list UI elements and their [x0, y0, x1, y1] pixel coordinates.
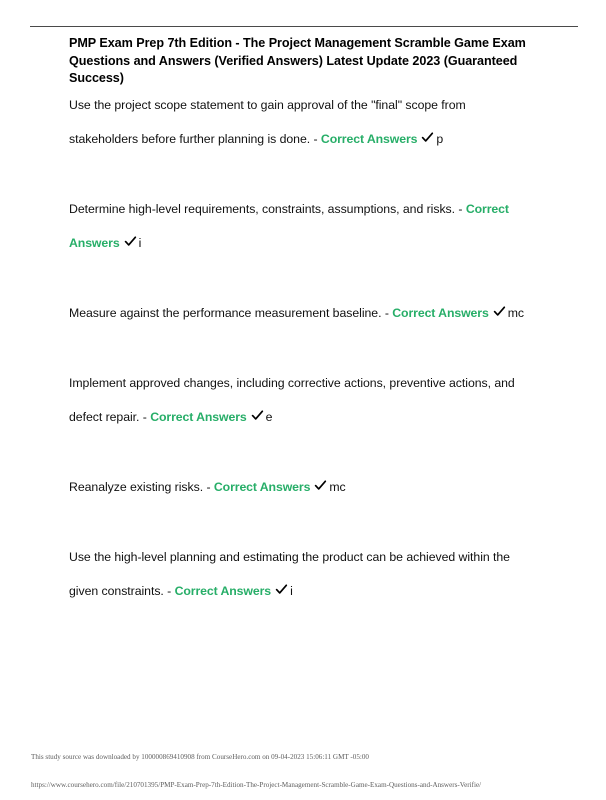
question-answer-separator: -: [458, 201, 463, 216]
correct-answers-label: Correct Answers: [320, 131, 418, 146]
answer-value: p: [436, 131, 444, 146]
check-icon: [493, 305, 506, 318]
question-answer-separator: -: [142, 409, 147, 424]
answer-value: mc: [329, 479, 346, 494]
correct-answers-label: Correct Answers: [174, 583, 272, 598]
qa-block: [69, 470, 535, 504]
answer-value: e: [265, 409, 273, 424]
question-text: Use the high-level planning and estimating the product can be achieved within the given constraints.: [69, 549, 510, 598]
qa-block: [69, 192, 535, 260]
check-icon: [124, 235, 137, 248]
answer-value: i: [290, 583, 293, 598]
question-text: Reanalyze existing risks.: [69, 479, 204, 494]
qa-block: [69, 88, 535, 156]
qa-block: [69, 296, 535, 330]
qa-list: [69, 88, 535, 608]
qa-block: [69, 540, 535, 608]
answer-value: mc: [507, 305, 525, 320]
question-text: Implement approved changes, including corrective actions, preventive actions, and defect repair.: [69, 375, 515, 424]
question-answer-separator: -: [206, 479, 211, 494]
correct-answers-label: Correct Answers: [213, 479, 311, 494]
correct-answers-label: Correct Answers: [392, 305, 489, 320]
question-text: Use the project scope statement to gain approval of the "final" scope from stakeholders before further planning is done.: [69, 97, 466, 146]
correct-answers-label: Correct Answers: [150, 409, 247, 424]
check-icon: [251, 409, 264, 422]
question-text: Determine high-level requirements, constraints, assumptions, and risks.: [69, 201, 456, 216]
question-answer-separator: -: [167, 583, 172, 598]
download-notice: This study source was downloaded by 100000869410908 from CourseHero.com on 09-04-2023 15:06:11 GMT -05:00: [31, 753, 369, 761]
page-title: PMP Exam Prep 7th Edition - The Project Management Scramble Game Exam Questions and Answers (Verified Answers) Latest Update 2023 (Guaranteed Success): [69, 36, 526, 86]
check-icon: [314, 479, 327, 492]
check-icon: [275, 583, 288, 596]
answer-value: i: [138, 235, 142, 250]
question-answer-separator: -: [313, 131, 318, 146]
question-answer-separator: -: [384, 305, 389, 320]
source-url: https://www.coursehero.com/file/210701395/PMP-Exam-Prep-7th-Edition-The-Project-Management-Scramble-Game-Exam-Questions-and-Answers-Verifie/: [31, 781, 482, 789]
header-divider: [30, 26, 578, 27]
question-text: Measure against the performance measurement baseline.: [69, 305, 382, 320]
check-icon: [421, 131, 434, 144]
document-content: [69, 35, 535, 620]
qa-block: [69, 366, 535, 434]
correct-answers-label: Correct Answers: [69, 201, 509, 250]
